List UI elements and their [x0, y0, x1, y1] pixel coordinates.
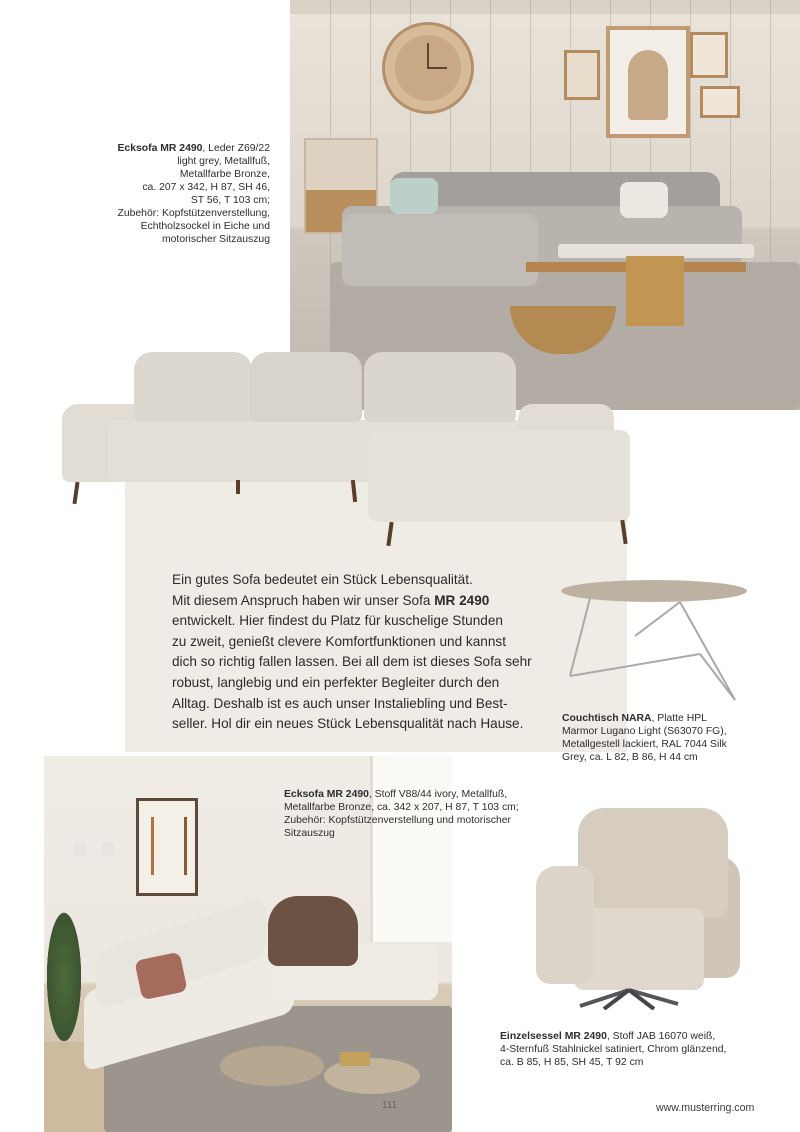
- sofa-leg: [236, 480, 240, 494]
- book: [340, 1052, 370, 1066]
- armchair-star-base: [574, 988, 684, 1010]
- website-url: www.musterring.com: [656, 1102, 755, 1114]
- ceiling-beam: [290, 0, 800, 14]
- page-number: 111: [382, 1100, 398, 1111]
- caption-couchtisch-nara: Couchtisch NARA, Platte HPL Marmor Lugano Light (S63070 FG), Metallgestell lackiert, RAL 7044 Silk Grey, ca. L 82, B 86, H 44 cm: [562, 713, 727, 763]
- plant: [44, 902, 84, 1052]
- window: [370, 756, 452, 942]
- cushion: [390, 178, 438, 214]
- coffee-table: [220, 1046, 324, 1086]
- sofa-leg: [72, 482, 79, 504]
- wall-clock: [382, 22, 474, 114]
- caption-einzelsessel: Einzelsessel MR 2490, Stoff JAB 16070 weiß, 4-Sternfuß Stahlnickel satiniert, Chrom glänzend, ca. B 85, H 85, SH 45, T 92 cm: [500, 1031, 727, 1068]
- wall-lamp: [74, 842, 86, 856]
- intro-paragraph: Ein gutes Sofa bedeutet ein Stück Lebensqualität. Mit diesem Anspruch haben wir unser Sofa MR 2490 entwickelt. Hier findest du Platz für kuschelige Stunden zu zweit, genießt clevere Komfortfunktionen und kannst dich so richtig fallen lassen. Bei all dem ist dieses Sofa sehr robust, langlebig und ein perfekter Begleiter durch den Alltag. Deshalb ist es auch unser Instaliebling und Best- seller. Hol dir ein neues Stück Lebensqualität nach Hause.: [172, 572, 532, 732]
- picture-frame: [690, 32, 728, 78]
- beige-sofa-backrest: [134, 352, 252, 422]
- nara-table-frame: [560, 596, 750, 706]
- picture-frame-portrait: [606, 26, 690, 138]
- couple-on-sofa: [268, 896, 358, 966]
- wall-lamp: [102, 842, 114, 856]
- coffee-table: [324, 1058, 420, 1094]
- coffee-table-base: [626, 256, 684, 326]
- caption-ecksofa-fabric: Ecksofa MR 2490, Stoff V88/44 ivory, Metallfuß, Metallfarbe Bronze, ca. 342 x 207, H 87, T 103 cm; Zubehör: Kopfstützenverstellung und motorischer Sitzauszug: [284, 789, 519, 839]
- beige-sofa-backrest: [364, 352, 516, 422]
- armchair-backrest: [578, 808, 728, 918]
- beige-sofa-chaise: [368, 430, 630, 522]
- caption-ecksofa-leather: Ecksofa MR 2490, Leder Z69/22 light grey, Metallfuß, Metallfarbe Bronze, ca. 207 x 342, H 87, SH 46, ST 56, T 103 cm; Zubehör: Kopfstützenverstellung, Echtholzsockel in Eiche und motorischer Sitzauszug: [117, 143, 270, 245]
- armchair-left-arm: [536, 866, 594, 984]
- living-room-photo-leather-sofa: [290, 0, 800, 410]
- grey-sofa-chaise: [342, 214, 538, 286]
- wall-art: [136, 798, 198, 896]
- picture-frame: [564, 50, 600, 100]
- beige-sofa-backrest: [250, 352, 362, 422]
- picture-frame: [700, 86, 740, 118]
- cushion: [620, 182, 668, 218]
